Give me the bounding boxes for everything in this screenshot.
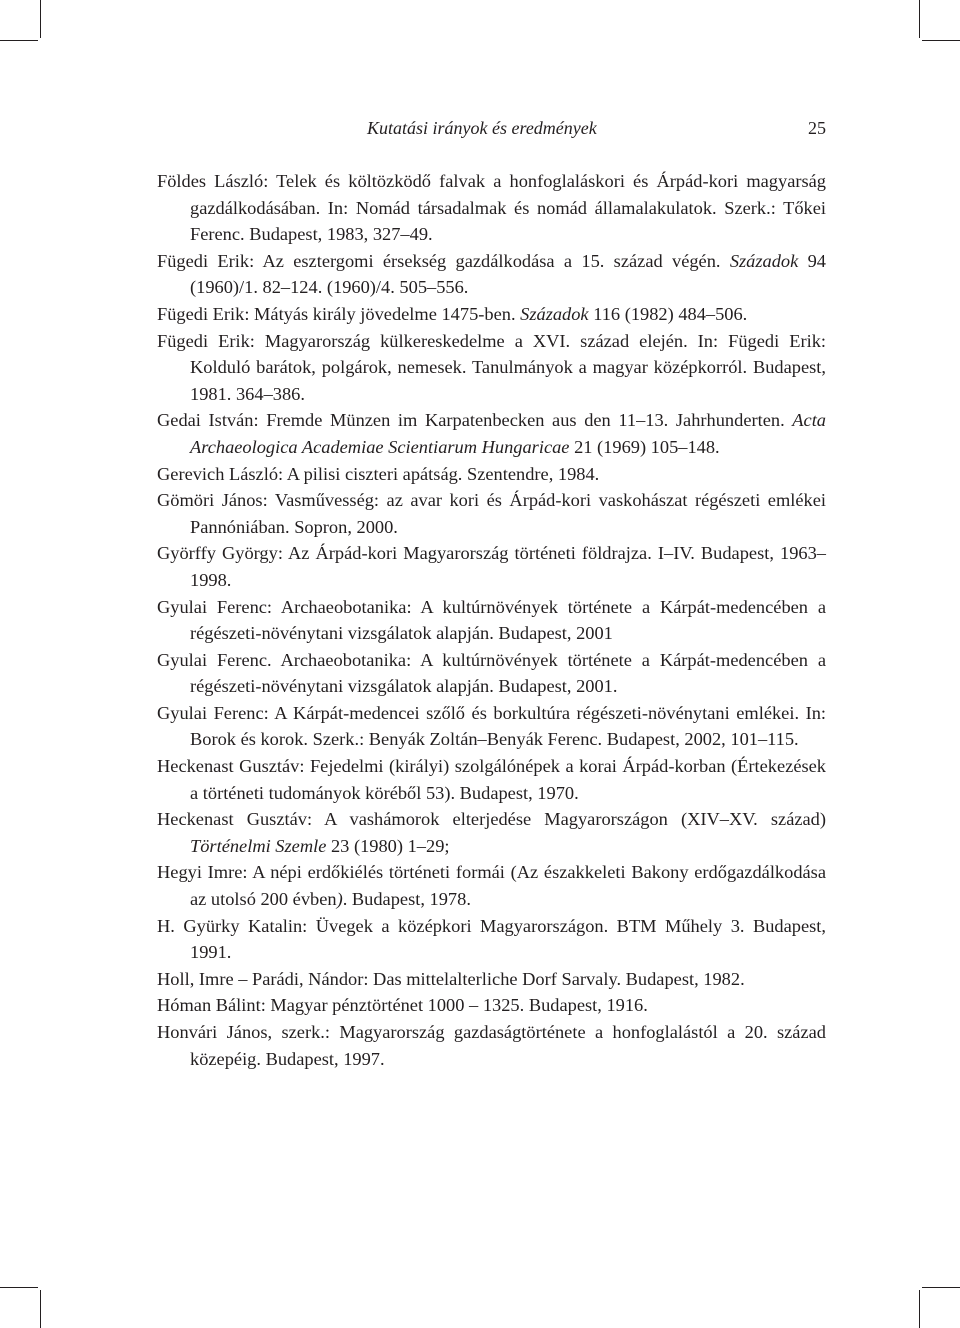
reference-entry <box>157 806 826 859</box>
reference-text: Fügedi Erik: Az esztergomi érsekség gazdálkodása a 15. század végén. <box>157 250 730 271</box>
running-title: Kutatási irányok és eredmények <box>367 118 597 138</box>
reference-text: Hegyi Imre: A népi erdőkiélés történeti formái (Az északkeleti Bakony erdőgazdálkodása az utolsó 200 évben <box>157 862 826 910</box>
reference-text: Gömöri János: Vasművesség: az avar kori és Árpád-kori vaskohászat régészeti emlékei Pannóniában. Sopron, 2000. <box>157 490 826 537</box>
reference-italic-text: Acta Archaeologica Academiae Scientiarum Hungaricae <box>190 410 826 457</box>
reference-text: Gyulai Ferenc: Archaeobotanika: A kultúrnövények története a Kárpát-medencében a régészeti-növénytani vizsgálatok alapján. Budapest, 2001 <box>157 596 826 644</box>
crop-mark-left-top <box>0 40 38 41</box>
reference-entry <box>157 168 826 248</box>
reference-entry <box>157 540 826 593</box>
reference-text: Gyulai Ferenc. Archaeobotanika: A kultúrnövények története a Kárpát-medencében a régészeti-növénytani vizsgálatok alapján. Budapest, 2001. <box>157 649 826 697</box>
crop-mark-bottom-left <box>40 1290 41 1328</box>
reference-entry <box>157 487 826 540</box>
reference-text: Földes László: Telek és költözködő falvak a honfoglaláskori és Árpád-kori magyarság gazdálkodásában. In: Nomád társadalmak és nomád államalakulatok. Szerk.: Tőkei Ferenc. Budapest, 1983, 327–49. <box>157 171 826 245</box>
reference-text: 94 (1960)/1. 82–124. (1960)/4. 505–556. <box>190 250 826 298</box>
reference-entry <box>157 301 826 328</box>
reference-italic-text: ) <box>336 889 343 910</box>
reference-entry <box>157 248 826 301</box>
page-header <box>157 114 826 144</box>
reference-text: Fügedi Erik: Mátyás király jövedelme 1475-ben. <box>157 303 521 324</box>
reference-entry <box>157 594 826 647</box>
reference-italic-text: Történelmi Szemle <box>190 835 327 856</box>
reference-text: 116 (1982) 484–506. <box>588 303 748 324</box>
reference-entry <box>157 992 826 1019</box>
crop-mark-right-bottom <box>922 1287 960 1288</box>
reference-text: Gedai István: Fremde Münzen im Karpatenbecken aus den 11–13. Jahrhunderten. <box>157 410 793 431</box>
reference-italic-text: Századok <box>729 250 799 271</box>
reference-entry <box>157 753 826 806</box>
reference-text: Heckenast Gusztáv: Fejedelmi (királyi) szolgálónépek a korai Árpád-korban (Értekezések a történeti tudományok köréből 53). Budapest, 1970. <box>157 756 826 803</box>
reference-entry <box>157 328 826 408</box>
crop-mark-top-right <box>919 0 920 38</box>
reference-entry <box>157 407 826 460</box>
reference-entry <box>157 859 826 912</box>
reference-text: Fügedi Erik: Magyarország külkereskedelme a XVI. század elején. In: Fügedi Erik: Kolduló barátok, polgárok, nemesek. Tanulmányok a magyar középkorról. Budapest, 1981. 364–386. <box>157 330 826 404</box>
reference-entry <box>157 700 826 753</box>
crop-mark-bottom-right <box>919 1290 920 1328</box>
reference-text: Gyulai Ferenc: A Kárpát-medencei szőlő és borkultúra régészeti-növénytani emlékei. In: Borok és korok. Szerk.: Benyák Zoltán–Benyák Ferenc. Budapest, 2002, 101–115. <box>157 702 826 750</box>
reference-entry <box>157 1019 826 1072</box>
reference-text: Hóman Bálint: Magyar pénztörténet 1000 – 1325. Budapest, 1916. <box>157 995 648 1016</box>
reference-text: . Budapest, 1978. <box>342 889 471 910</box>
reference-text: 21 (1969) 105–148. <box>569 436 720 457</box>
reference-text: 23 (1980) 1–29; <box>326 835 450 856</box>
reference-text: Honvári János, szerk.: Magyarország gazdaságtörténete a honfoglalástól a 20. század közepéig. Budapest, 1997. <box>157 1022 826 1069</box>
page-number: 25 <box>808 118 826 138</box>
reference-text: Heckenast Gusztáv: A vashámorok elterjedése Magyarországon (XIV–XV. század) <box>157 809 826 830</box>
reference-text: Holl, Imre – Parádi, Nándor: Das mittelalterliche Dorf Sarvaly. Budapest, 1982. <box>157 968 745 989</box>
reference-entry <box>157 461 826 488</box>
crop-mark-top-left <box>40 0 41 38</box>
reference-italic-text: Századok <box>520 303 589 324</box>
crop-mark-left-bottom <box>0 1287 38 1288</box>
reference-text: H. Gyürky Katalin: Üvegek a középkori Magyarországon. BTM Műhely 3. Budapest, 1991. <box>157 915 826 963</box>
reference-entry <box>157 913 826 966</box>
crop-mark-right-top <box>922 40 960 41</box>
reference-text: Gerevich László: A pilisi ciszteri apátság. Szentendre, 1984. <box>157 463 600 484</box>
reference-entry <box>157 966 826 993</box>
reference-entry <box>157 647 826 700</box>
reference-text: Györffy György: Az Árpád-kori Magyarország történeti földrajza. I–IV. Budapest, 1963–1998. <box>157 543 826 590</box>
reference-list <box>157 168 826 1072</box>
